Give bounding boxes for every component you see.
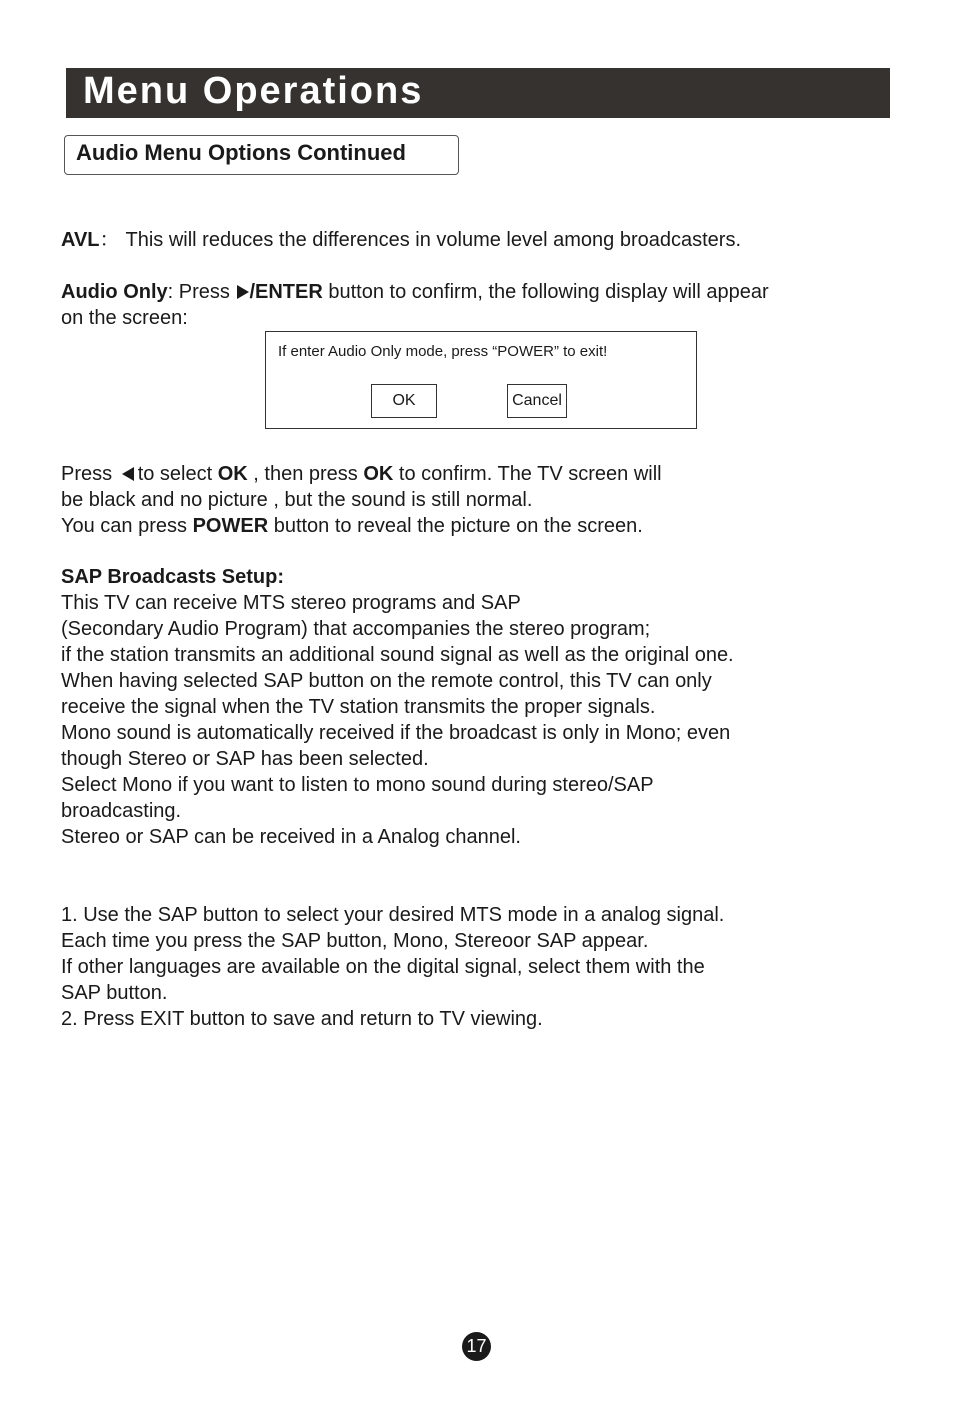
steps-section bbox=[61, 902, 724, 1032]
ok-button[interactable]: OK bbox=[371, 384, 437, 418]
step-line: If other languages are available on the digital signal, select them with the bbox=[61, 956, 705, 978]
enter-label: /ENTER bbox=[249, 281, 323, 303]
audio-only-label: Audio Only bbox=[61, 281, 168, 303]
ok-label-1: OK bbox=[217, 463, 248, 485]
step-line: Each time you press the SAP button, Mono, Stereoor SAP appear. bbox=[61, 930, 649, 952]
page-number-badge: 17 bbox=[462, 1332, 491, 1361]
press-l3-a: You can press bbox=[61, 515, 193, 537]
sap-line: When having selected SAP button on the remote control, this TV can only bbox=[61, 670, 712, 692]
step-line: 2. Press EXIT button to save and return to TV viewing. bbox=[61, 1008, 543, 1030]
page-title: Menu Operations bbox=[83, 70, 424, 112]
press-line-1 bbox=[61, 461, 662, 487]
press-l1-a: Press bbox=[61, 463, 118, 485]
audio-only-paragraph bbox=[61, 279, 769, 331]
press-line-3 bbox=[61, 513, 662, 539]
audio-only-post: button to confirm, the following display will appear bbox=[322, 281, 769, 303]
press-l1-d: to confirm. The TV screen will bbox=[393, 463, 662, 485]
avl-separator: ： bbox=[99, 229, 120, 251]
right-arrow-icon bbox=[237, 285, 249, 299]
step-line: 1. Use the SAP button to select your desired MTS mode in a analog signal. bbox=[61, 904, 725, 926]
dialog-message: If enter Audio Only mode, press “POWER” to exit! bbox=[278, 343, 608, 360]
sap-heading bbox=[61, 564, 734, 590]
audio-only-line-1 bbox=[61, 279, 769, 305]
audio-only-pre: : Press bbox=[167, 281, 236, 303]
sap-line: if the station transmits an additional sound signal as well as the original one. bbox=[61, 644, 734, 666]
press-l1-c: , then press bbox=[247, 463, 364, 485]
sap-line: though Stereo or SAP has been selected. bbox=[61, 748, 429, 770]
avl-line bbox=[61, 227, 741, 253]
avl-paragraph bbox=[61, 227, 741, 253]
sap-line: (Secondary Audio Program) that accompanies the stereo program; bbox=[61, 618, 651, 640]
press-l1-b: to select bbox=[137, 463, 218, 485]
audio-only-line-2: on the screen: bbox=[61, 307, 188, 329]
cancel-button[interactable]: Cancel bbox=[507, 384, 567, 418]
left-arrow-icon bbox=[122, 467, 134, 481]
sap-line: broadcasting. bbox=[61, 800, 182, 822]
sap-section bbox=[61, 564, 734, 850]
press-l3-b: button to reveal the picture on the screen. bbox=[268, 515, 643, 537]
power-label: POWER bbox=[192, 515, 269, 537]
step-line: SAP button. bbox=[61, 982, 168, 1004]
ok-label-2: OK bbox=[363, 463, 394, 485]
sap-line: receive the signal when the TV station transmits the proper signals. bbox=[61, 696, 656, 718]
press-line-2: be black and no picture , but the sound is still normal. bbox=[61, 489, 533, 511]
section-heading-box bbox=[64, 135, 459, 175]
header-bar bbox=[66, 68, 890, 118]
avl-label: AVL bbox=[61, 229, 100, 251]
sap-line: Select Mono if you want to listen to mono sound during stereo/SAP bbox=[61, 774, 654, 796]
audio-only-dialog bbox=[265, 331, 697, 429]
avl-text: This will reduces the differences in volume level among broadcasters. bbox=[125, 229, 742, 251]
press-paragraph bbox=[61, 461, 662, 539]
section-title: Audio Menu Options Continued bbox=[76, 140, 406, 165]
sap-heading-text: SAP Broadcasts Setup: bbox=[61, 566, 285, 588]
sap-line: Stereo or SAP can be received in a Analog channel. bbox=[61, 826, 521, 848]
sap-line: Mono sound is automatically received if the broadcast is only in Mono; even bbox=[61, 722, 731, 744]
sap-line: This TV can receive MTS stereo programs and SAP bbox=[61, 592, 521, 614]
